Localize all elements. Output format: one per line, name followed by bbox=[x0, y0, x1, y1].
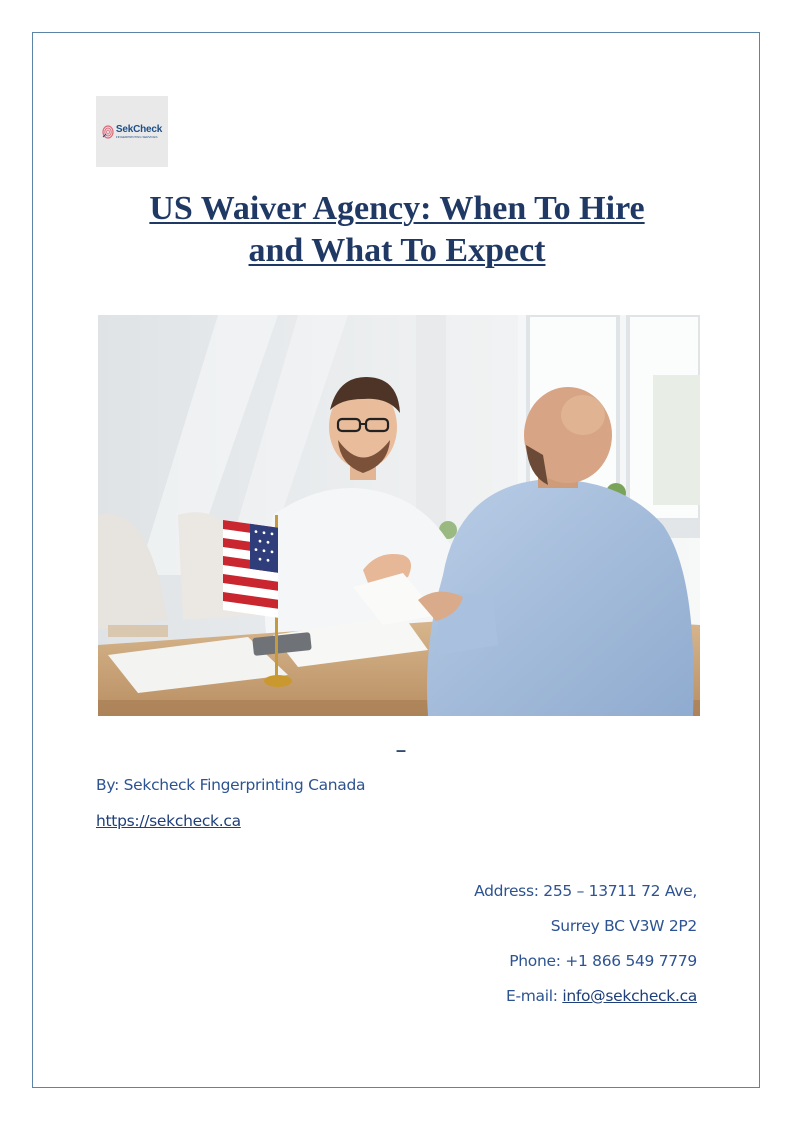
logo-tagline: FINGERPRINTING SERVICES bbox=[115, 134, 158, 139]
website-link[interactable]: https://sekcheck.ca bbox=[96, 812, 241, 830]
address-line-2: Surrey BC V3W 2P2 bbox=[550, 917, 697, 935]
logo-wordmark: SekCheck bbox=[115, 123, 163, 135]
email-link[interactable]: info@sekcheck.ca bbox=[562, 987, 697, 1005]
address-line-1: Address: 255 – 13711 72 Ave, bbox=[474, 882, 697, 900]
hero-photo bbox=[98, 315, 700, 716]
document-title bbox=[96, 188, 698, 272]
separator-dash: – bbox=[395, 740, 406, 760]
email-label: E-mail: bbox=[505, 987, 563, 1005]
company-logo bbox=[96, 96, 168, 167]
title-line-2: and What To Expect bbox=[248, 232, 546, 269]
author-byline: By: Sekcheck Fingerprinting Canada bbox=[96, 776, 366, 794]
phone-number: Phone: +1 866 549 7779 bbox=[509, 952, 697, 970]
title-line-1: US Waiver Agency: When To Hire bbox=[149, 190, 645, 227]
email-line bbox=[506, 986, 697, 1006]
fingerprint-icon bbox=[102, 125, 114, 139]
